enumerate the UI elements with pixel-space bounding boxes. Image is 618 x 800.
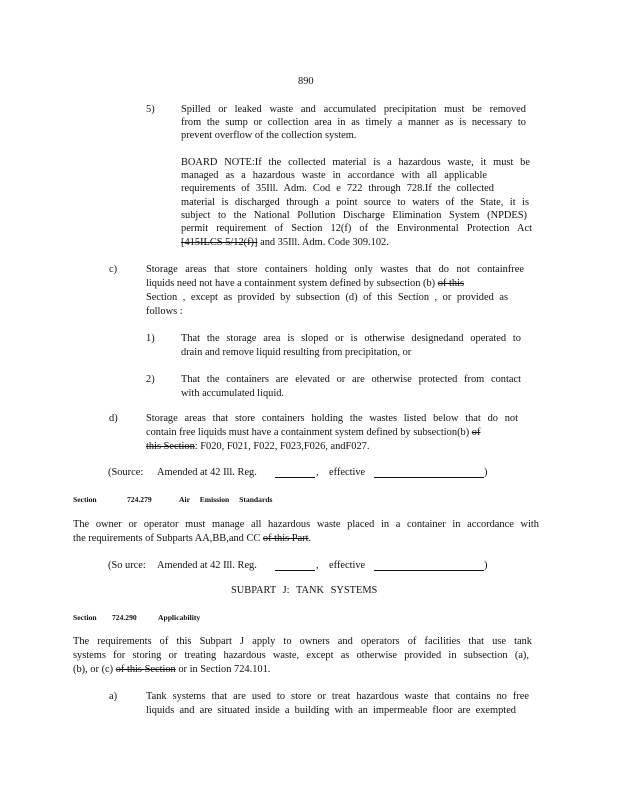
board-note-line-6: permit requirement of Section 12(f) of the Environmental Protection Act <box>181 223 532 234</box>
source-1-blank-date <box>374 467 484 478</box>
section-279-title: Air Emission Standards <box>179 495 273 504</box>
item-c-line-4: follows : <box>146 306 183 317</box>
source-2-blank-reg <box>275 560 315 571</box>
item-d-line-2-struck: of <box>471 427 481 438</box>
board-note-line-7 <box>181 236 389 249</box>
source-2-close: ) <box>484 560 488 571</box>
page-number: 890 <box>298 76 314 87</box>
item-5-line-2: from the sump or collection area in as timely a manner as is necessary to <box>181 117 526 128</box>
section-290-number: 724.290 <box>112 613 137 622</box>
item-d-line-2 <box>146 426 480 439</box>
board-note-line-2: managed as a hazardous waste in accordance with all applicable <box>181 170 487 181</box>
item-c-2-marker: 2) <box>146 374 155 385</box>
para-279-line-2 <box>73 532 311 545</box>
para-290-line-3-struck: of this Section <box>115 664 176 675</box>
para-279-line-2-struck: of this Part <box>262 533 309 544</box>
item-c-2-line-2: with accumulated liquid. <box>181 388 285 399</box>
para-279-line-1: The owner or operator must manage all hazardous waste placed in a container in accordance with <box>73 519 539 530</box>
item-c-line-3: Section , except as provided by subsection (d) of this Section , or provided as <box>146 292 508 303</box>
para-290-line-1: The requirements of this Subpart J apply to owners and operators of facilities that use tank <box>73 636 532 647</box>
item-d-waste-codes: : F020, F021, F022, F023,F026, andF027. <box>194 441 370 452</box>
item-5-line-1: Spilled or leaked waste and accumulated precipitation must be removed <box>181 104 526 115</box>
item-c-line-2-text: liquids need not have a containment system defined by subsection (b) <box>146 278 438 289</box>
board-note-line-5: subject to the National Pollution Discharge Elimination System (NPDES) <box>181 210 527 221</box>
board-note-line-4: material is discharged through a point source to waters of the State, it is <box>181 197 529 208</box>
board-note-struck-citation: [415ILCS 5/12(f)] <box>181 237 258 248</box>
para-290-line-2: systems for storing or treating hazardous waste, except as otherwise provided in subsection (a), <box>73 650 529 661</box>
item-c-marker: c) <box>109 264 118 275</box>
source-1-amended: Amended at 42 Ill. Reg. <box>157 467 257 478</box>
para-290-line-3-text: (b), or (c) <box>73 664 116 675</box>
para-290-line-3 <box>73 663 270 676</box>
source-2-label: (So urce: <box>108 560 146 571</box>
para-279-line-2-text: the requirements of Subparts AA,BB,and CC <box>73 533 263 544</box>
item-c-1-line-2: drain and remove liquid resulting from precipitation, or <box>181 347 412 358</box>
item-c-line-2 <box>146 277 464 290</box>
item-c-line-2-struck: of this <box>437 278 465 289</box>
section-279-number: 724.279 <box>127 495 152 504</box>
item-a-marker: a) <box>109 691 118 702</box>
source-2-comma: , <box>316 560 319 571</box>
item-c-1-line-1: That the storage area is sloped or is otherwise designedand operated to <box>181 333 521 344</box>
board-note-citation: and 35Ill. Adm. Code 309.102. <box>257 237 389 248</box>
item-d-line-3 <box>146 440 369 453</box>
source-1-effective: effective <box>329 467 366 478</box>
source-2-amended: Amended at 42 Ill. Reg. <box>157 560 257 571</box>
item-d-line-3-struck: this Section <box>146 441 195 452</box>
source-1-close: ) <box>484 467 488 478</box>
item-5-marker: 5) <box>146 104 155 115</box>
source-1-comma: , <box>316 467 319 478</box>
para-290-line-3-rest: or in Section 724.101. <box>175 664 271 675</box>
para-279-line-2-end: . <box>308 533 312 544</box>
item-d-line-2-text: contain free liquids must have a containment system defined by subsection(b) <box>146 427 472 438</box>
source-2-effective: effective <box>329 560 366 571</box>
subpart-heading: SUBPART J: TANK SYSTEMS <box>231 585 378 596</box>
item-d-line-1: Storage areas that store containers holding the wastes listed below that do not <box>146 413 518 424</box>
item-5-line-3: prevent overflow of the collection system. <box>181 130 357 141</box>
section-290-label: Section <box>73 613 97 622</box>
board-note-line-1: BOARD NOTE:If the collected material is a hazardous waste, it must be <box>181 157 530 168</box>
source-1-blank-reg <box>275 467 315 478</box>
item-a-line-1: Tank systems that are used to store or treat hazardous waste that contains no free <box>146 691 529 702</box>
board-note-line-3: requirements of 35Ill. Adm. Cod e 722 through 728.If the collected <box>181 183 494 194</box>
source-1-label: (Source: <box>108 467 144 478</box>
section-279-label: Section <box>73 495 97 504</box>
item-d-marker: d) <box>109 413 118 424</box>
item-c-line-1: Storage areas that store containers holding only wastes that do not containfree <box>146 264 524 275</box>
section-290-title: Applicability <box>158 613 201 622</box>
item-c-2-line-1: That the containers are elevated or are otherwise protected from contact <box>181 374 521 385</box>
item-c-1-marker: 1) <box>146 333 155 344</box>
item-a-line-2: liquids and are situated inside a building with an impermeable floor are exempted <box>146 705 516 716</box>
source-2-blank-date <box>374 560 484 571</box>
